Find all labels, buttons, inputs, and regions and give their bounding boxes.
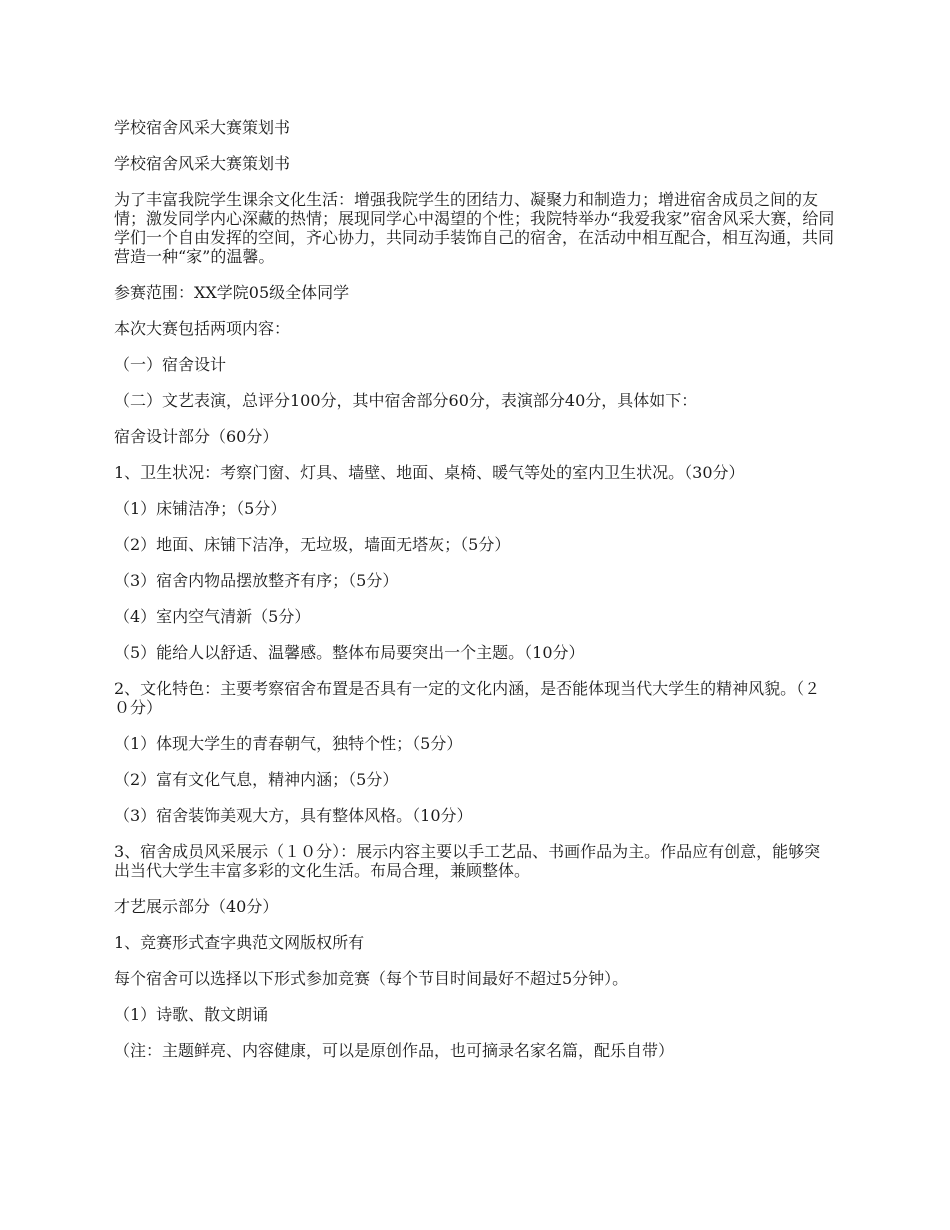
- list-item: （1）诗歌、散文朗诵: [114, 1005, 269, 1024]
- paragraph-rules: 每个宿舍可以选择以下形式参加竞赛（每个节目时间最好不超过5分钟）。: [114, 969, 629, 988]
- paragraph-note: （注：主题鲜亮、内容健康，可以是原创作品，也可摘录名家名篇，配乐自带）: [114, 1041, 675, 1060]
- document-title: 学校宿舍风采大赛策划书: [114, 118, 291, 137]
- paragraph-contents: 本次大赛包括两项内容：: [114, 319, 291, 338]
- section-heading-dorm: 宿舍设计部分（60分）: [114, 427, 279, 446]
- list-item: （3）宿舍内物品摆放整齐有序；（5分）: [114, 571, 399, 590]
- list-item: （3）宿舍装饰美观大方，具有整体风格。（10分）: [114, 806, 473, 825]
- list-item: （5）能给人以舒适、温馨感。整体布局要突出一个主题。（10分）: [114, 643, 585, 662]
- list-item: （4）室内空气清新（5分）: [114, 607, 311, 626]
- list-item: （2）地面、床铺下洁净，无垃圾，墙面无塔灰；（5分）: [114, 535, 511, 554]
- paragraph-hygiene: 1、卫生状况：考察门窗、灯具、墙壁、地面、桌椅、暖气等处的室内卫生状况。（30分）: [114, 463, 745, 482]
- document-page: [114, 118, 836, 1077]
- list-item: （1）体现大学生的青春朝气，独特个性；（5分）: [114, 734, 463, 753]
- paragraph-culture: 2、文化特色：主要考察宿舍布置是否具有一定的文化内涵，是否能体现当代大学生的精神风貌。（２０分）: [114, 679, 821, 717]
- paragraph-item-dorm-design: （一）宿舍设计: [114, 355, 227, 374]
- section-heading-talent: 才艺展示部分（40分）: [114, 897, 279, 916]
- list-item: （2）富有文化气息，精神内涵；（5分）: [114, 770, 399, 789]
- list-item: （1）床铺洁净；（5分）: [114, 499, 287, 518]
- paragraph-scope: 参赛范围：XX学院05级全体同学: [114, 283, 350, 302]
- paragraph-showcase: 3、宿舍成员风采展示（１０分）：展示内容主要以手工艺品、书画作品为主。作品应有创意，能够突出当代大学生丰富多彩的文化生活。布局合理，兼顾整体。: [114, 842, 821, 880]
- paragraph-format: 1、竞赛形式查字典范文网版权所有: [114, 933, 365, 952]
- paragraph-item-performance: （二）文艺表演，总评分100分，其中宿舍部分60分，表演部分40分，具体如下：: [114, 391, 698, 410]
- document-subtitle: 学校宿舍风采大赛策划书: [114, 154, 291, 173]
- paragraph-intro: 为了丰富我院学生课余文化生活：增强我院学生的团结力、凝聚力和制造力；增进宿舍成员之间的友情；激发同学内心深藏的热情；展现同学心中渴望的个性；我院特举办“我爱我家”宿舍风采大赛，给同学们一个自由发挥的空间，齐心协力，共同动手装饰自己的宿舍，在活动中相互配合，相互沟通，共同营造一种“家”的温馨。: [114, 190, 835, 266]
